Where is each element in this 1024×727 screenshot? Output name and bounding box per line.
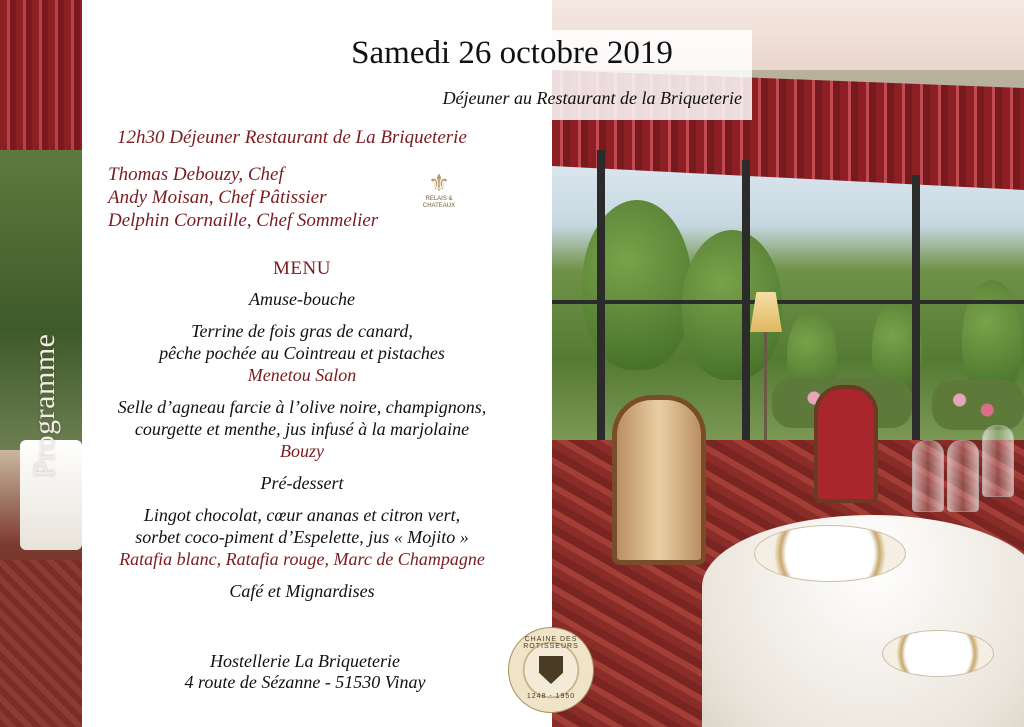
armchair bbox=[612, 395, 706, 565]
menu-course: sorbet coco-piment d’Espelette, jus « Mojito » bbox=[135, 527, 469, 547]
menu-course: pêche pochée au Cointreau et pistaches bbox=[159, 343, 445, 363]
address-block bbox=[140, 651, 470, 693]
lunch-time-line: 12h30 Déjeuner Restaurant de La Briqueterie bbox=[117, 127, 467, 148]
seal-text: CHAINE DES ROTISSEURS bbox=[523, 636, 579, 650]
menu-course: Pré-dessert bbox=[260, 473, 344, 493]
fleur-de-lis-icon: ⚜ bbox=[428, 171, 450, 197]
menu-course: courgette et menthe, jus infusé à la marjolaine bbox=[134, 419, 470, 439]
chef-line: Delphin Cornaille, Chef Sommelier bbox=[108, 210, 379, 231]
wine-glass bbox=[912, 440, 944, 512]
plate bbox=[754, 525, 906, 582]
logo-text: CHATEAUX bbox=[422, 203, 456, 209]
carpet bbox=[0, 560, 82, 727]
menu-course: Terrine de fois gras de canard, bbox=[191, 321, 413, 341]
chef-list bbox=[108, 163, 378, 232]
programme-label: Programme bbox=[28, 333, 61, 478]
page-subtitle: Déjeuner au Restaurant de la Briqueterie bbox=[442, 88, 742, 108]
logo-text: RELAIS & bbox=[425, 196, 453, 202]
page-title: Samedi 26 octobre 2019 bbox=[351, 35, 673, 71]
menu-course: Amuse-bouche bbox=[249, 289, 355, 309]
window-frame bbox=[912, 175, 920, 450]
wine-pairing: Bouzy bbox=[280, 441, 324, 461]
menu-section bbox=[92, 258, 512, 602]
relais-chateaux-logo bbox=[417, 172, 461, 220]
venue-name: Hostellerie La Briqueterie bbox=[210, 651, 400, 671]
chef-line: Thomas Debouzy, Chef bbox=[108, 164, 284, 185]
menu-course: Lingot chocolat, cœur ananas et citron vert, bbox=[143, 505, 461, 525]
plate bbox=[882, 630, 994, 677]
wine-glass bbox=[982, 425, 1014, 497]
wine-pairing: Ratafia blanc, Ratafia rouge, Marc de Champagne bbox=[119, 549, 485, 569]
window-frame bbox=[742, 160, 750, 450]
window-frame bbox=[552, 300, 1024, 304]
wine-pairing: Menetou Salon bbox=[247, 365, 357, 385]
shield-icon bbox=[539, 656, 563, 684]
chef-line: Andy Moisan, Chef Pâtissier bbox=[108, 187, 327, 208]
menu-heading: MENU bbox=[273, 258, 331, 279]
menu-course: Café et Mignardises bbox=[229, 581, 375, 601]
wine-glass bbox=[947, 440, 979, 512]
red-chair bbox=[814, 385, 878, 503]
menu-course: Selle d’agneau farcie à l’olive noire, champignons, bbox=[117, 397, 487, 417]
seal-text: 1248 - 1950 bbox=[526, 693, 576, 700]
awning-stripes bbox=[0, 0, 82, 150]
flower-bed bbox=[932, 380, 1024, 430]
chaine-des-rotisseurs-seal bbox=[508, 627, 594, 713]
venue-address: 4 route de Sézanne - 51530 Vinay bbox=[184, 672, 426, 692]
